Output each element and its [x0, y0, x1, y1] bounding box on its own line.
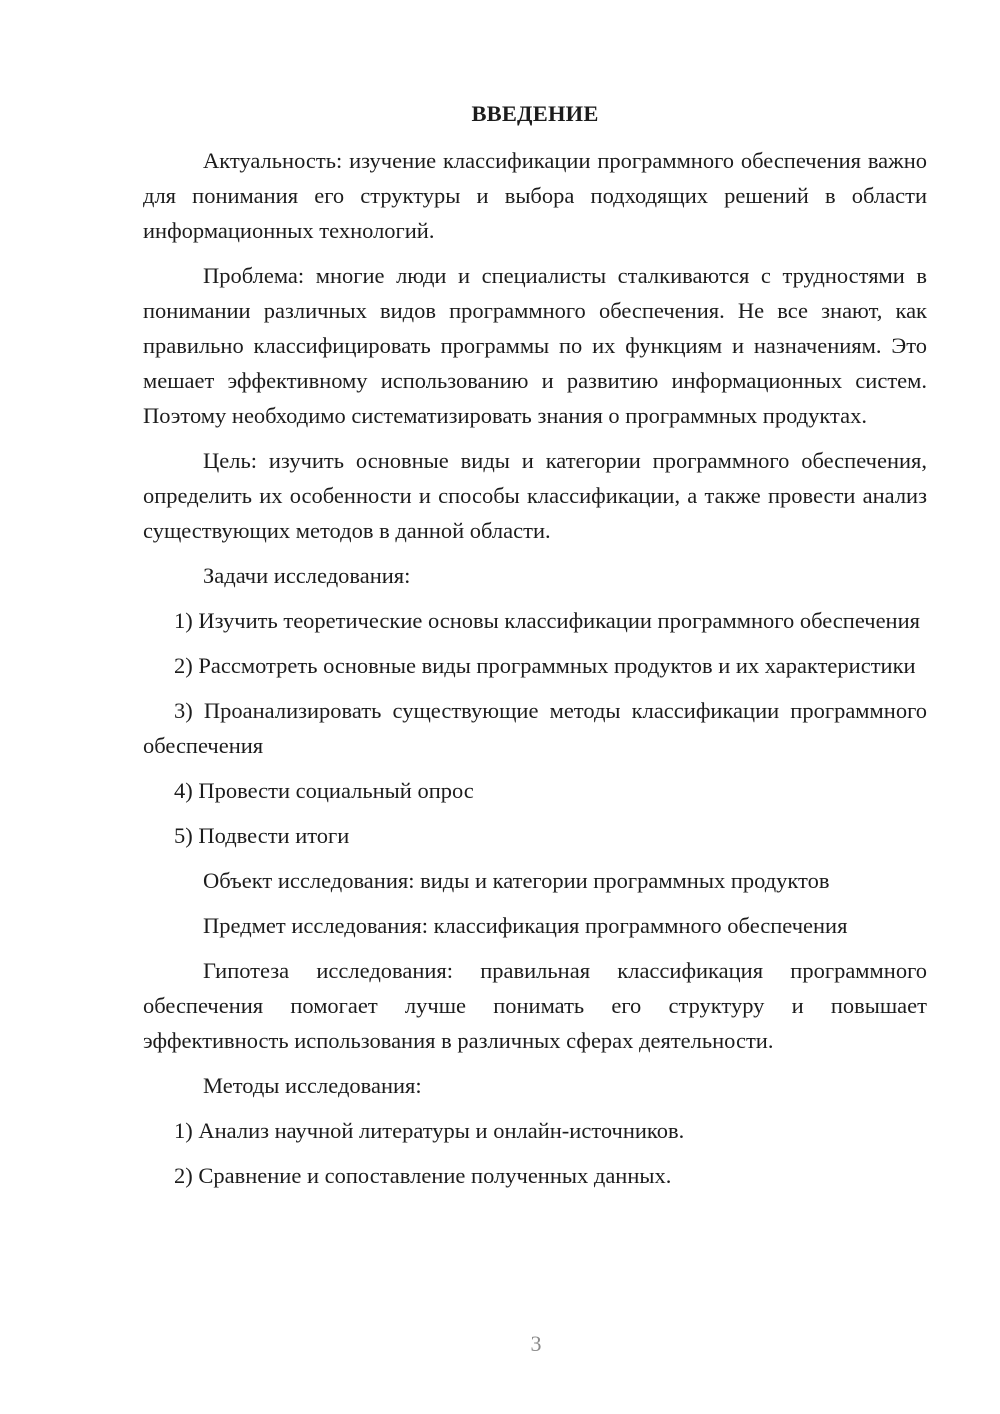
method-item-2: 2) Сравнение и сопоставление полученных данных.	[174, 1163, 672, 1188]
goal-paragraph: Цель: изучить основные виды и категории программного обеспечения, определить их особенности и способы классификации, а также провести анализ существующих методов в данной области.	[143, 448, 927, 543]
subject-paragraph: Предмет исследования: классификация программного обеспечения	[203, 913, 848, 938]
page-number: 3	[530, 1331, 542, 1356]
hypothesis-paragraph: Гипотеза исследования: правильная классификация программного обеспечения помогает лучше понимать его структуру и повышает эффективность использования в различных сферах деятельности.	[143, 958, 927, 1053]
task-item-4: 4) Провести социальный опрос	[174, 778, 474, 803]
task-item-5: 5) Подвести итоги	[174, 823, 350, 848]
page-title: ВВЕДЕНИЕ	[471, 101, 599, 126]
page-content	[143, 96, 927, 1203]
task-item-3: 3) Проанализировать существующие методы классификации программного обеспечения	[143, 698, 927, 758]
method-item-1: 1) Анализ научной литературы и онлайн-источников.	[174, 1118, 685, 1143]
methods-heading: Методы исследования:	[203, 1073, 422, 1098]
task-item-2: 2) Рассмотреть основные виды программных продуктов и их характеристики	[174, 653, 916, 678]
tasks-heading: Задачи исследования:	[203, 563, 411, 588]
problem-paragraph: Проблема: многие люди и специалисты сталкиваются с трудностями в понимании различных видов программного обеспечения. Не все знают, как правильно классифицировать программы по их функциям и назначениям. Это мешает эффективному использованию и развитию информационных систем. Поэтому необходимо систематизировать знания о программных продуктах.	[143, 263, 927, 428]
task-item-1: 1) Изучить теоретические основы классификации программного обеспечения	[174, 608, 920, 633]
object-paragraph: Объект исследования: виды и категории программных продуктов	[203, 868, 830, 893]
relevance-paragraph: Актуальность: изучение классификации программного обеспечения важно для понимания его структуры и выбора подходящих решений в области информационных технологий.	[143, 148, 927, 243]
